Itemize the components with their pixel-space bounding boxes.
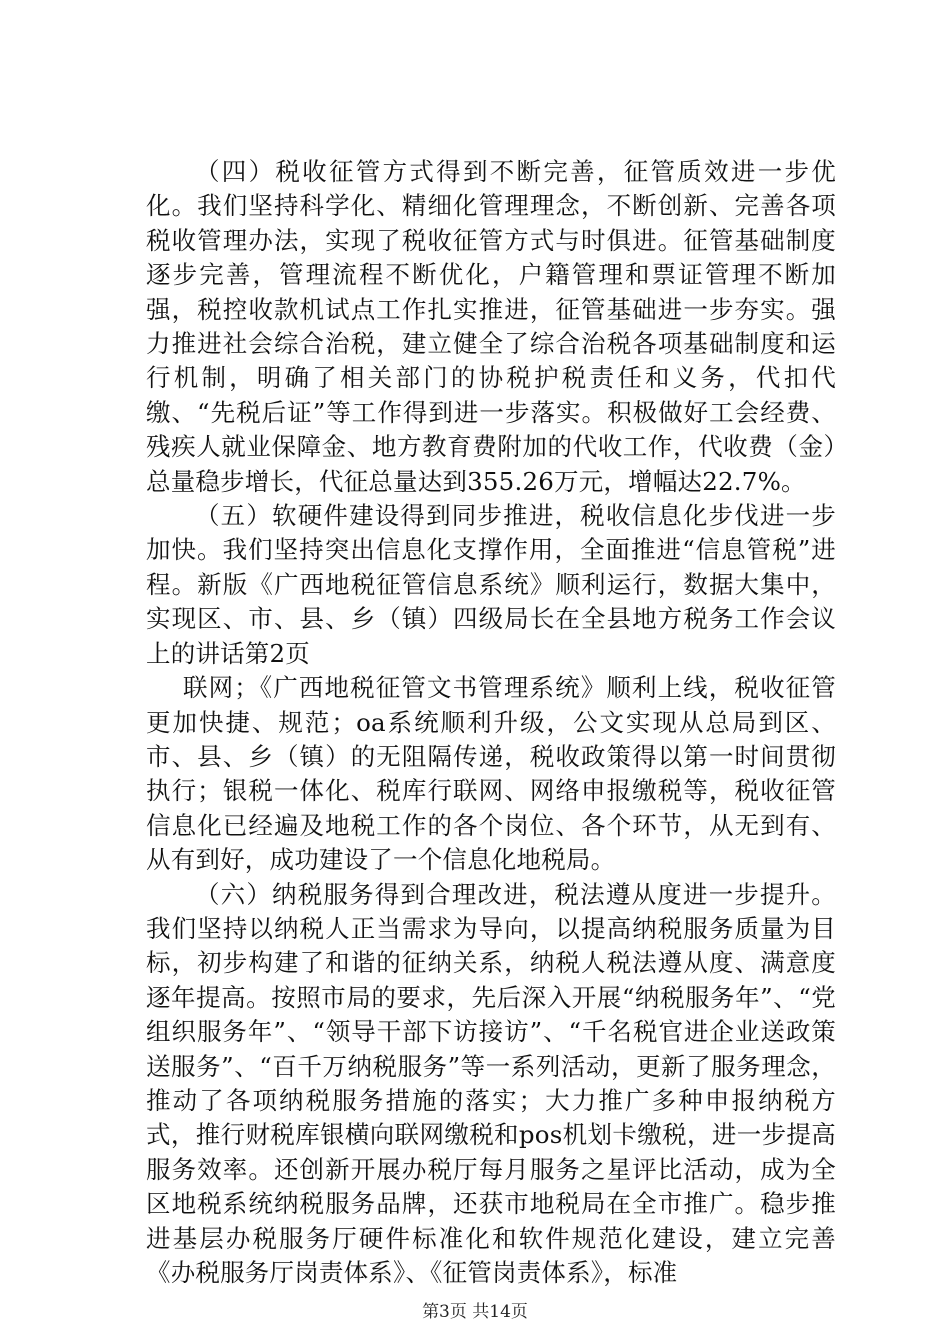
- page-number-footer: 第3页 共14页: [422, 1302, 528, 1322]
- document-body: [146, 155, 836, 1290]
- paragraph-5-informatization: （五）软硬件建设得到同步推进，税收信息化步伐进一步加快。我们坚持突出信息化支撑作用，全面推进“信息管税”进程。新版《广西地税征管信息系统》顺利运行，数据大集中，实现区、市、县、乡（镇）四级局长在全县地方税务工作会议上的讲话第2页: [146, 501, 836, 668]
- paragraph-6-tax-service: （六）纳税服务得到合理改进，税法遵从度进一步提升。我们坚持以纳税人正当需求为导向，以提高纳税服务质量为目标，初步构建了和谐的征纳关系，纳税人税法遵从度、满意度逐年提高。按照市局的要求，先后深入开展“纳税服务年”、“党组织服务年”、“领导干部下访接访”、“千名税官进企业送政策送服务”、“百千万纳税服务”等一系列活动，更新了服务理念，推动了各项纳税服务措施的落实；大力推广多种申报纳税方式，推行财税库银横向联网缴税和pos机划卡缴税，进一步提高服务效率。还创新开展办税厅每月服务之星评比活动，成为全区地税系统纳税服务品牌，还获市地税局在全市推广。稳步推进基层办税服务厅硬件标准化和软件规范化建设，建立完善《办税服务厅岗责体系》、《征管岗责体系》，标准: [146, 879, 836, 1287]
- paragraph-networking: 联网；《广西地税征管文书管理系统》顺利上线，税收征管更加快捷、规范；oa系统顺利升级，公文实现从总局到区、市、县、乡（镇）的无阻隔传递，税收政策得以第一时间贯彻执行；银税一体化、税库行联网、网络申报缴税等，税收征管信息化已经遍及地税工作的各个岗位、各个环节，从无到有、从有到好，成功建设了一个信息化地税局。: [146, 673, 836, 875]
- paragraph-4-tax-collection: （四）税收征管方式得到不断完善，征管质效进一步优化。我们坚持科学化、精细化管理理念，不断创新、完善各项税收管理办法，实现了税收征管方式与时俱进。征管基础制度逐步完善，管理流程不断优化，户籍管理和票证管理不断加强，税控收款机试点工作扎实推进，征管基础进一步夯实。强力推进社会综合治税，建立健全了综合治税各项基础制度和运行机制，明确了相关部门的协税护税责任和义务，代扣代缴、“先税后证”等工作得到进一步落实。积极做好工会经费、残疾人就业保障金、地方教育费附加的代收工作，代收费（金）总量稳步增长，代征总量达到355.26万元，增幅达22.7%。: [146, 157, 836, 496]
